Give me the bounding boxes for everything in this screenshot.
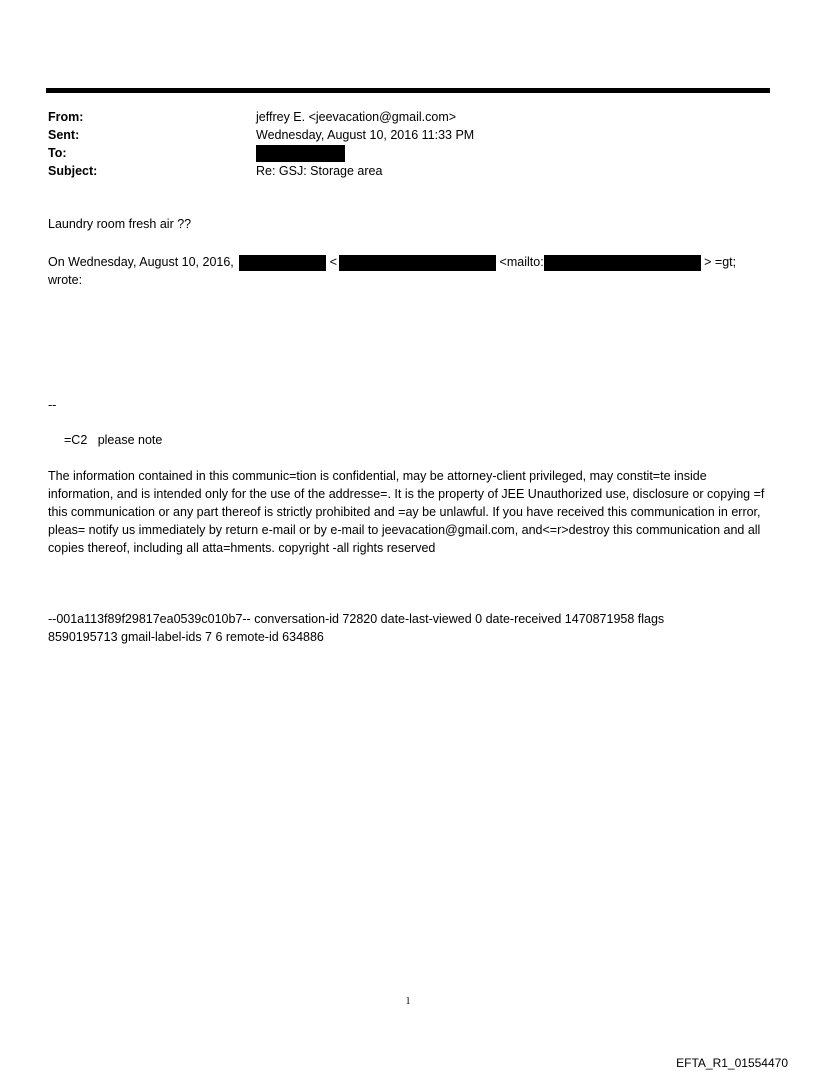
- quote-suffix: > =gt;: [704, 255, 737, 269]
- sent-label: Sent:: [48, 128, 80, 142]
- to-label: To:: [48, 146, 67, 160]
- subject-label: Subject:: [48, 164, 98, 178]
- page-number: 1: [405, 996, 411, 1007]
- metadata-line-1: --001a113f89f29817ea0539c010b7-- conversation-id 72820 date-last-viewed 0 date-received 1470871958 flags: [48, 612, 665, 626]
- subject-value: Re: GSJ: Storage area: [256, 164, 383, 178]
- subject-row: [48, 162, 748, 180]
- header-rule: [46, 88, 770, 93]
- metadata-line-2: 8590195713 gmail-label-ids 7 6 remote-id 634886: [48, 630, 324, 644]
- bates-number: EFTA_R1_01554470: [676, 1056, 788, 1070]
- quote-wrote: wrote:: [48, 273, 83, 287]
- redaction-box: [256, 145, 345, 162]
- quote-line: [48, 253, 772, 271]
- quote-prefix: On Wednesday, August 10, 2016,: [48, 255, 234, 269]
- to-row: [48, 144, 748, 162]
- from-row: [48, 108, 748, 126]
- quote-mailto: <mailto:: [499, 255, 544, 269]
- disclaimer-paragraph: The information contained in this communic=tion is confidential, may be attorney-client privileged, may constit=te inside information, and is intended only for the use of the addresse=. It is the property of JEE Unauthorized use, disclosure or copying =f this communication or any part thereof is strictly prohibited and =ay be unlawful. If you have received this communication in error, pleas= notify us immediately by return e-mail or by e-mail to jeevacation@gmail.com, and<=r>destroy this communication and all copies thereof, including all atta=hments. copyright -all rights reserved: [48, 469, 765, 555]
- note-line: =C2 please note: [64, 433, 163, 447]
- sent-value: Wednesday, August 10, 2016 11:33 PM: [256, 128, 475, 142]
- redaction-box: [544, 255, 701, 271]
- sent-row: [48, 126, 748, 144]
- from-value: jeffrey E. <jeevacation@gmail.com>: [256, 110, 457, 124]
- signature-dashes: --: [48, 398, 57, 412]
- redaction-box: [239, 255, 326, 271]
- redaction-box: [339, 255, 496, 271]
- quote-lt: <: [329, 255, 338, 269]
- to-value: [256, 144, 345, 162]
- body-line-1: Laundry room fresh air ??: [48, 217, 192, 231]
- from-label: From:: [48, 110, 84, 124]
